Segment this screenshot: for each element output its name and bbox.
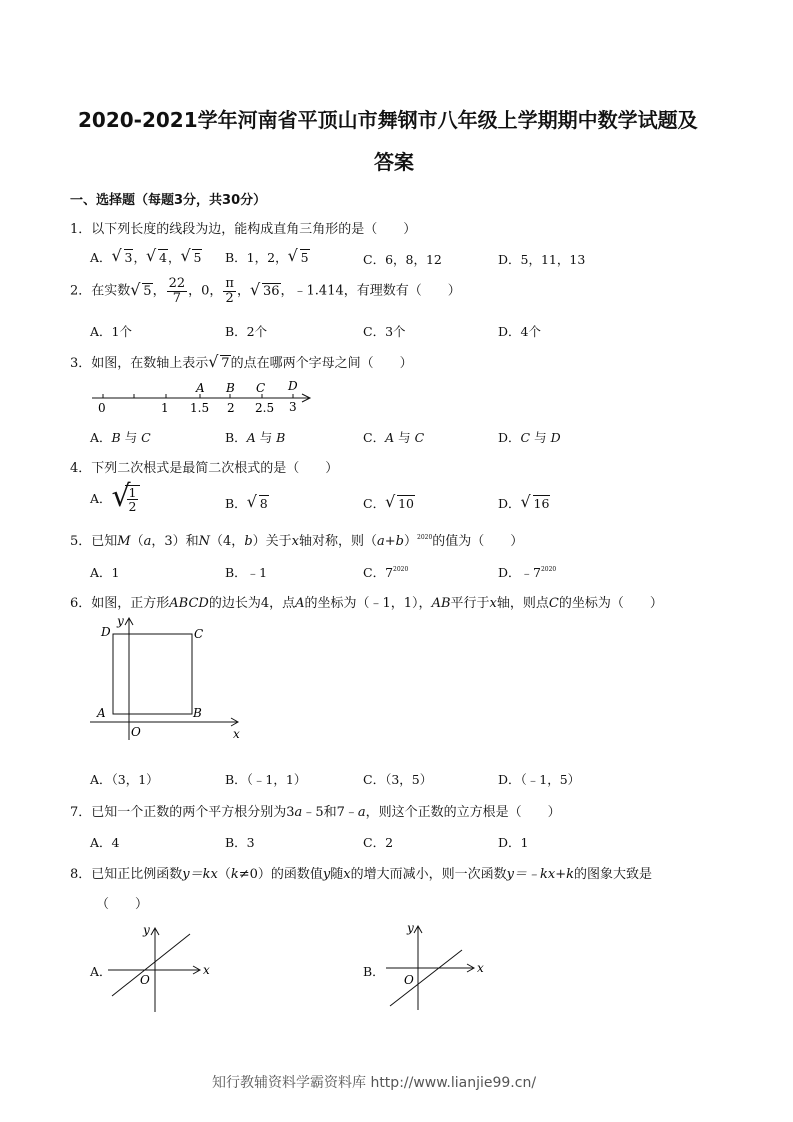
q4-option-c: C． √ 10 [363, 492, 414, 511]
q2-option-d: D．4个 [498, 324, 541, 339]
q3-option-d: D．C 与 D [498, 430, 561, 445]
q8-answer-paren: （ ） [96, 897, 149, 912]
q6-option-a: A．（3，1） [90, 772, 159, 787]
fraction: $\frac{22}{7}$ [168, 276, 186, 306]
point-label-b: B [226, 381, 235, 395]
q2-option-a: A．1个 [90, 324, 132, 339]
q3-option-a: A．B 与 C [90, 430, 151, 445]
q4-option-d: D． √ 16 [498, 492, 550, 511]
q1-option-c: C．6，8，12 [363, 252, 442, 267]
q5-option-d: D．$﹣7^{2020}$ [498, 565, 557, 580]
x-axis-label: x [477, 961, 484, 975]
q1-option-b: B．1，2， √ 5 [225, 246, 309, 265]
q3-stem: 3．如图，在数轴上表示 √ 7的点在哪两个字母之间（ ） [70, 352, 413, 371]
q1-option-a: A． √ 3， √ 4， √ 5 [90, 246, 202, 265]
tick-label-1-5: 1.5 [190, 401, 210, 415]
sqrt-symbol: √ 8 [246, 492, 268, 511]
x-axis-label: x [203, 963, 210, 977]
q6-option-d: D．（﹣1，5） [498, 772, 581, 787]
tick-label-2-5: 2.5 [255, 401, 275, 415]
q2-stem: 2．在实数 √ 5， $\frac{22}{7}$ ，0， $\frac{\pi}{2}$ ， √ 36，﹣1.414，有理数有（ ） [70, 276, 461, 306]
q7-option-a: A．4 [90, 835, 120, 850]
sqrt-symbol: √ 36 [249, 279, 280, 299]
y-axis-label: y [407, 921, 414, 935]
q7-option-b: B．3 [225, 835, 255, 850]
tick-label-0: 0 [98, 401, 106, 415]
q7-option-c: C．2 [363, 835, 394, 850]
vertex-label-d: D [101, 625, 111, 639]
tick-label-1: 1 [161, 401, 169, 415]
point-label-a: A [196, 381, 205, 395]
tick-label-3: 3 [289, 400, 297, 414]
q8-option-a-label: A． [90, 964, 112, 979]
q6-option-b: B．（﹣1，1） [225, 772, 307, 787]
q1-option-d: D．5，11，13 [498, 252, 586, 267]
sqrt-symbol: √ 16 [520, 492, 550, 511]
sqrt-symbol: √ 7 [208, 352, 230, 371]
origin-label: O [140, 973, 150, 987]
sqrt-symbol: √ $\frac{1}{2}$ [112, 485, 141, 513]
sqrt-symbol: √ 4 [146, 246, 167, 265]
q5-stem: 5．已知M（a，3）和N（4，b）关于x轴对称，则$(a+b)^{2020}$的值为（ ） [70, 534, 524, 549]
q8-graph-b [382, 920, 492, 1012]
vertex-label-a: A [97, 706, 106, 720]
q1-stem: 1．以下列长度的线段为边，能构成直角三角形的是（ ） [70, 222, 417, 237]
fraction: $\frac{\pi}{2}$ [225, 276, 234, 306]
page-title-line2: 答案 [374, 150, 414, 174]
q5-option-b: B．﹣1 [225, 565, 268, 580]
number-line-figure [88, 378, 318, 418]
q5-option-a: A．1 [90, 565, 120, 580]
vertex-label-c: C [194, 627, 204, 641]
x-axis-label: x [233, 727, 240, 741]
page-title-line1: 2020-2021学年河南省平顶山市舞钢市八年级上学期期中数学试题及 [78, 108, 698, 132]
origin-label: O [404, 973, 414, 987]
origin-label: O [131, 725, 141, 739]
y-axis-label: y [143, 923, 150, 937]
sqrt-symbol: √ 5 [130, 279, 152, 299]
function-line [390, 950, 462, 1006]
q4-option-b: B． √ 8 [225, 492, 268, 511]
sqrt-symbol: √ 5 [287, 246, 309, 265]
sqrt-symbol: √ 10 [385, 492, 414, 511]
point-label-d: D [288, 379, 298, 393]
q6-option-c: C．（3，5） [363, 772, 433, 787]
section-heading: 一、选择题（每题3分，共30分） [70, 193, 267, 208]
q2-option-b: B．2个 [225, 324, 268, 339]
q8-graph-a [104, 922, 214, 1014]
q7-option-d: D．1 [498, 835, 529, 850]
y-axis-label: y [117, 614, 124, 628]
q6-stem: 6．如图，正方形ABCD的边长为4，点A的坐标为（﹣1，1），AB平行于x轴，则点C的坐标为（ ） [70, 596, 663, 611]
square-abcd [113, 634, 192, 714]
footer-watermark: 知行教辅资料学霸资料库 http://www.lianjie99.cn/ [212, 1075, 537, 1091]
tick-label-2: 2 [227, 401, 235, 415]
q4-stem: 4．下列二次根式是最简二次根式的是（ ） [70, 461, 339, 476]
q2-option-c: C．3个 [363, 324, 406, 339]
q8-option-b-label: B． [363, 964, 385, 979]
q3-option-c: C．A 与 C [363, 430, 425, 445]
q5-option-c: C．$7^{2020}$ [363, 565, 409, 580]
square-figure [88, 612, 248, 742]
vertex-label-b: B [193, 706, 202, 720]
q8-stem: 8．已知正比例函数y＝kx（k≠0）的函数值y随x的增大而减小，则一次函数y＝﹣kx+k的图象大致是 [70, 867, 652, 882]
function-line [112, 934, 190, 996]
q4-option-a: A． √ $\frac{1}{2}$ [90, 485, 140, 513]
point-label-c: C [256, 381, 266, 395]
sqrt-symbol: √ 5 [180, 246, 202, 265]
q7-stem: 7．已知一个正数的两个平方根分别为3a﹣5和7﹣a，则这个正数的立方根是（ ） [70, 805, 561, 820]
q3-option-b: B．A 与 B [225, 430, 286, 445]
sqrt-symbol: √ 3 [111, 246, 133, 265]
